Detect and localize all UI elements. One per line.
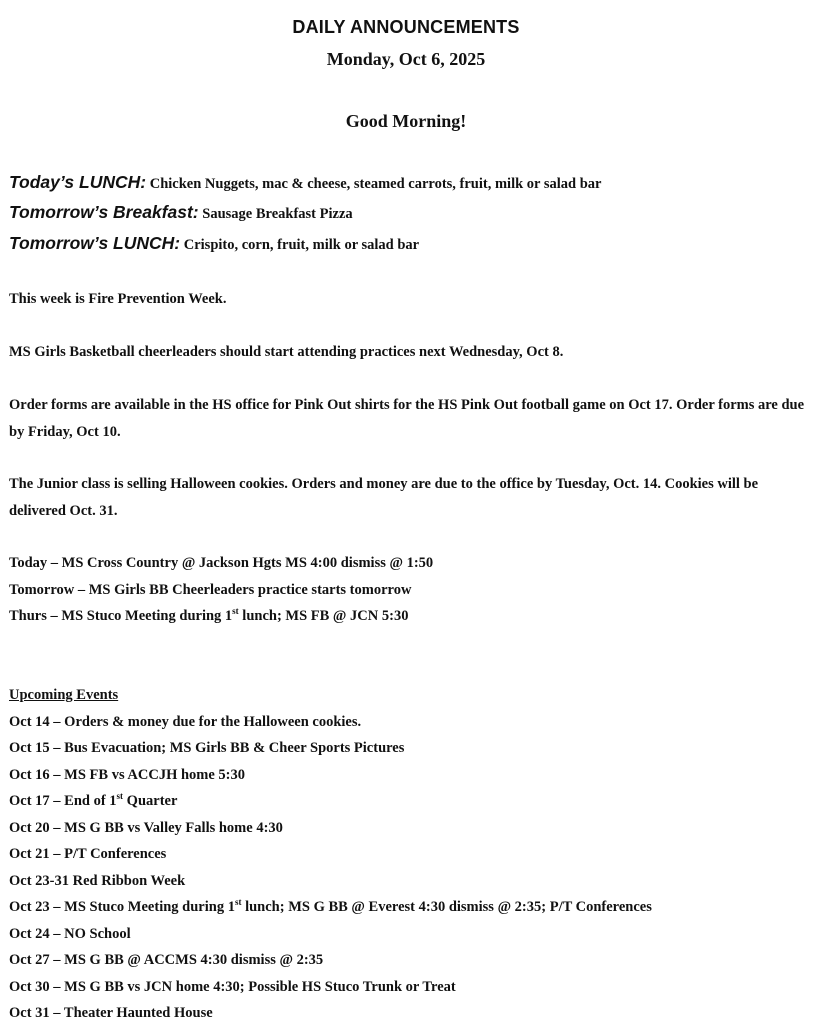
pink-out-announcement: Order forms are available in the HS office for Pink Out shirts for the HS Pink Out football game on Oct 17. Order forms are due by Friday, Oct 10. [9, 397, 805, 440]
tomorrow-breakfast-menu: Sausage Breakfast Pizza [202, 206, 353, 222]
schedule-thursday [9, 603, 408, 630]
ordinal-suffix: st [116, 791, 124, 802]
tomorrow-lunch-menu: Crispito, corn, fruit, milk or salad bar [183, 237, 420, 253]
schedule-thursday-text: Thurs – MS Stuco Meeting during 1 [9, 608, 233, 624]
schedule-thursday-text-end: lunch; MS FB @ JCN 5:30 [238, 608, 409, 624]
tomorrow-lunch-label: Tomorrow’s LUNCH: [9, 233, 181, 253]
halloween-cookies-announcement: The Junior class is selling Halloween cookies. Orders and money are due to the office by Tuesday, Oct. 14. Cookies will be delivered Oct. 31. [9, 476, 759, 519]
today-lunch-menu: Chicken Nuggets, mac & cheese, steamed carrots, fruit, milk or salad bar [149, 176, 602, 192]
event-item: Oct 20 – MS G BB vs Valley Falls home 4:30 [9, 819, 283, 836]
event-item: Oct 21 – P/T Conferences [9, 846, 167, 862]
today-lunch-label: Today’s LUNCH: [9, 172, 147, 192]
event-item: Oct 27 – MS G BB @ ACCMS 4:30 dismiss @ 2:35 [9, 952, 324, 968]
event-item: Oct 30 – MS G BB vs JCN home 4:30; Possible HS Stuco Trunk or Treat [9, 978, 456, 995]
event-item: Oct 14 – Orders & money due for the Halloween cookies. [9, 713, 362, 730]
event-text: Oct 17 – End of 1 [9, 793, 117, 809]
event-text-end: lunch; MS G BB @ Everest 4:30 dismiss @ 2:35; P/T Conferences [241, 899, 652, 915]
upcoming-events-list [9, 709, 652, 1027]
schedule-tomorrow: Tomorrow – MS Girls BB Cheerleaders practice starts tomorrow [9, 581, 412, 598]
event-text: Oct 23 – MS Stuco Meeting during 1 [9, 899, 235, 915]
upcoming-events-heading: Upcoming Events [9, 687, 119, 703]
event-item: Oct 24 – NO School [9, 925, 131, 942]
event-text-end: Quarter [123, 793, 178, 809]
ordinal-suffix: st [234, 897, 242, 908]
event-item: Oct 31 – Theater Haunted House [9, 1005, 213, 1021]
event-item: Oct 15 – Bus Evacuation; MS Girls BB & Cheer Sports Pictures [9, 740, 405, 756]
ordinal-suffix: st [232, 606, 239, 617]
today-lunch-line [9, 170, 601, 196]
page-title: DAILY ANNOUNCEMENTS [292, 17, 520, 37]
event-item [9, 788, 652, 815]
tomorrow-breakfast-label: Tomorrow’s Breakfast: [9, 202, 199, 222]
event-item [9, 894, 652, 921]
fire-prevention-announcement: This week is Fire Prevention Week. [9, 291, 227, 307]
tomorrow-lunch-line [9, 231, 419, 257]
event-item: Oct 23-31 Red Ribbon Week [9, 872, 186, 889]
schedule-today: Today – MS Cross Country @ Jackson Hgts MS 4:00 dismiss @ 1:50 [9, 555, 434, 571]
announcement-date: Monday, Oct 6, 2025 [326, 49, 486, 69]
event-item: Oct 16 – MS FB vs ACCJH home 5:30 [9, 766, 246, 783]
tomorrow-breakfast-line [9, 200, 353, 226]
greeting: Good Morning! [345, 111, 467, 131]
cheerleaders-announcement: MS Girls Basketball cheerleaders should start attending practices next Wednesday, Oct 8. [9, 344, 564, 360]
